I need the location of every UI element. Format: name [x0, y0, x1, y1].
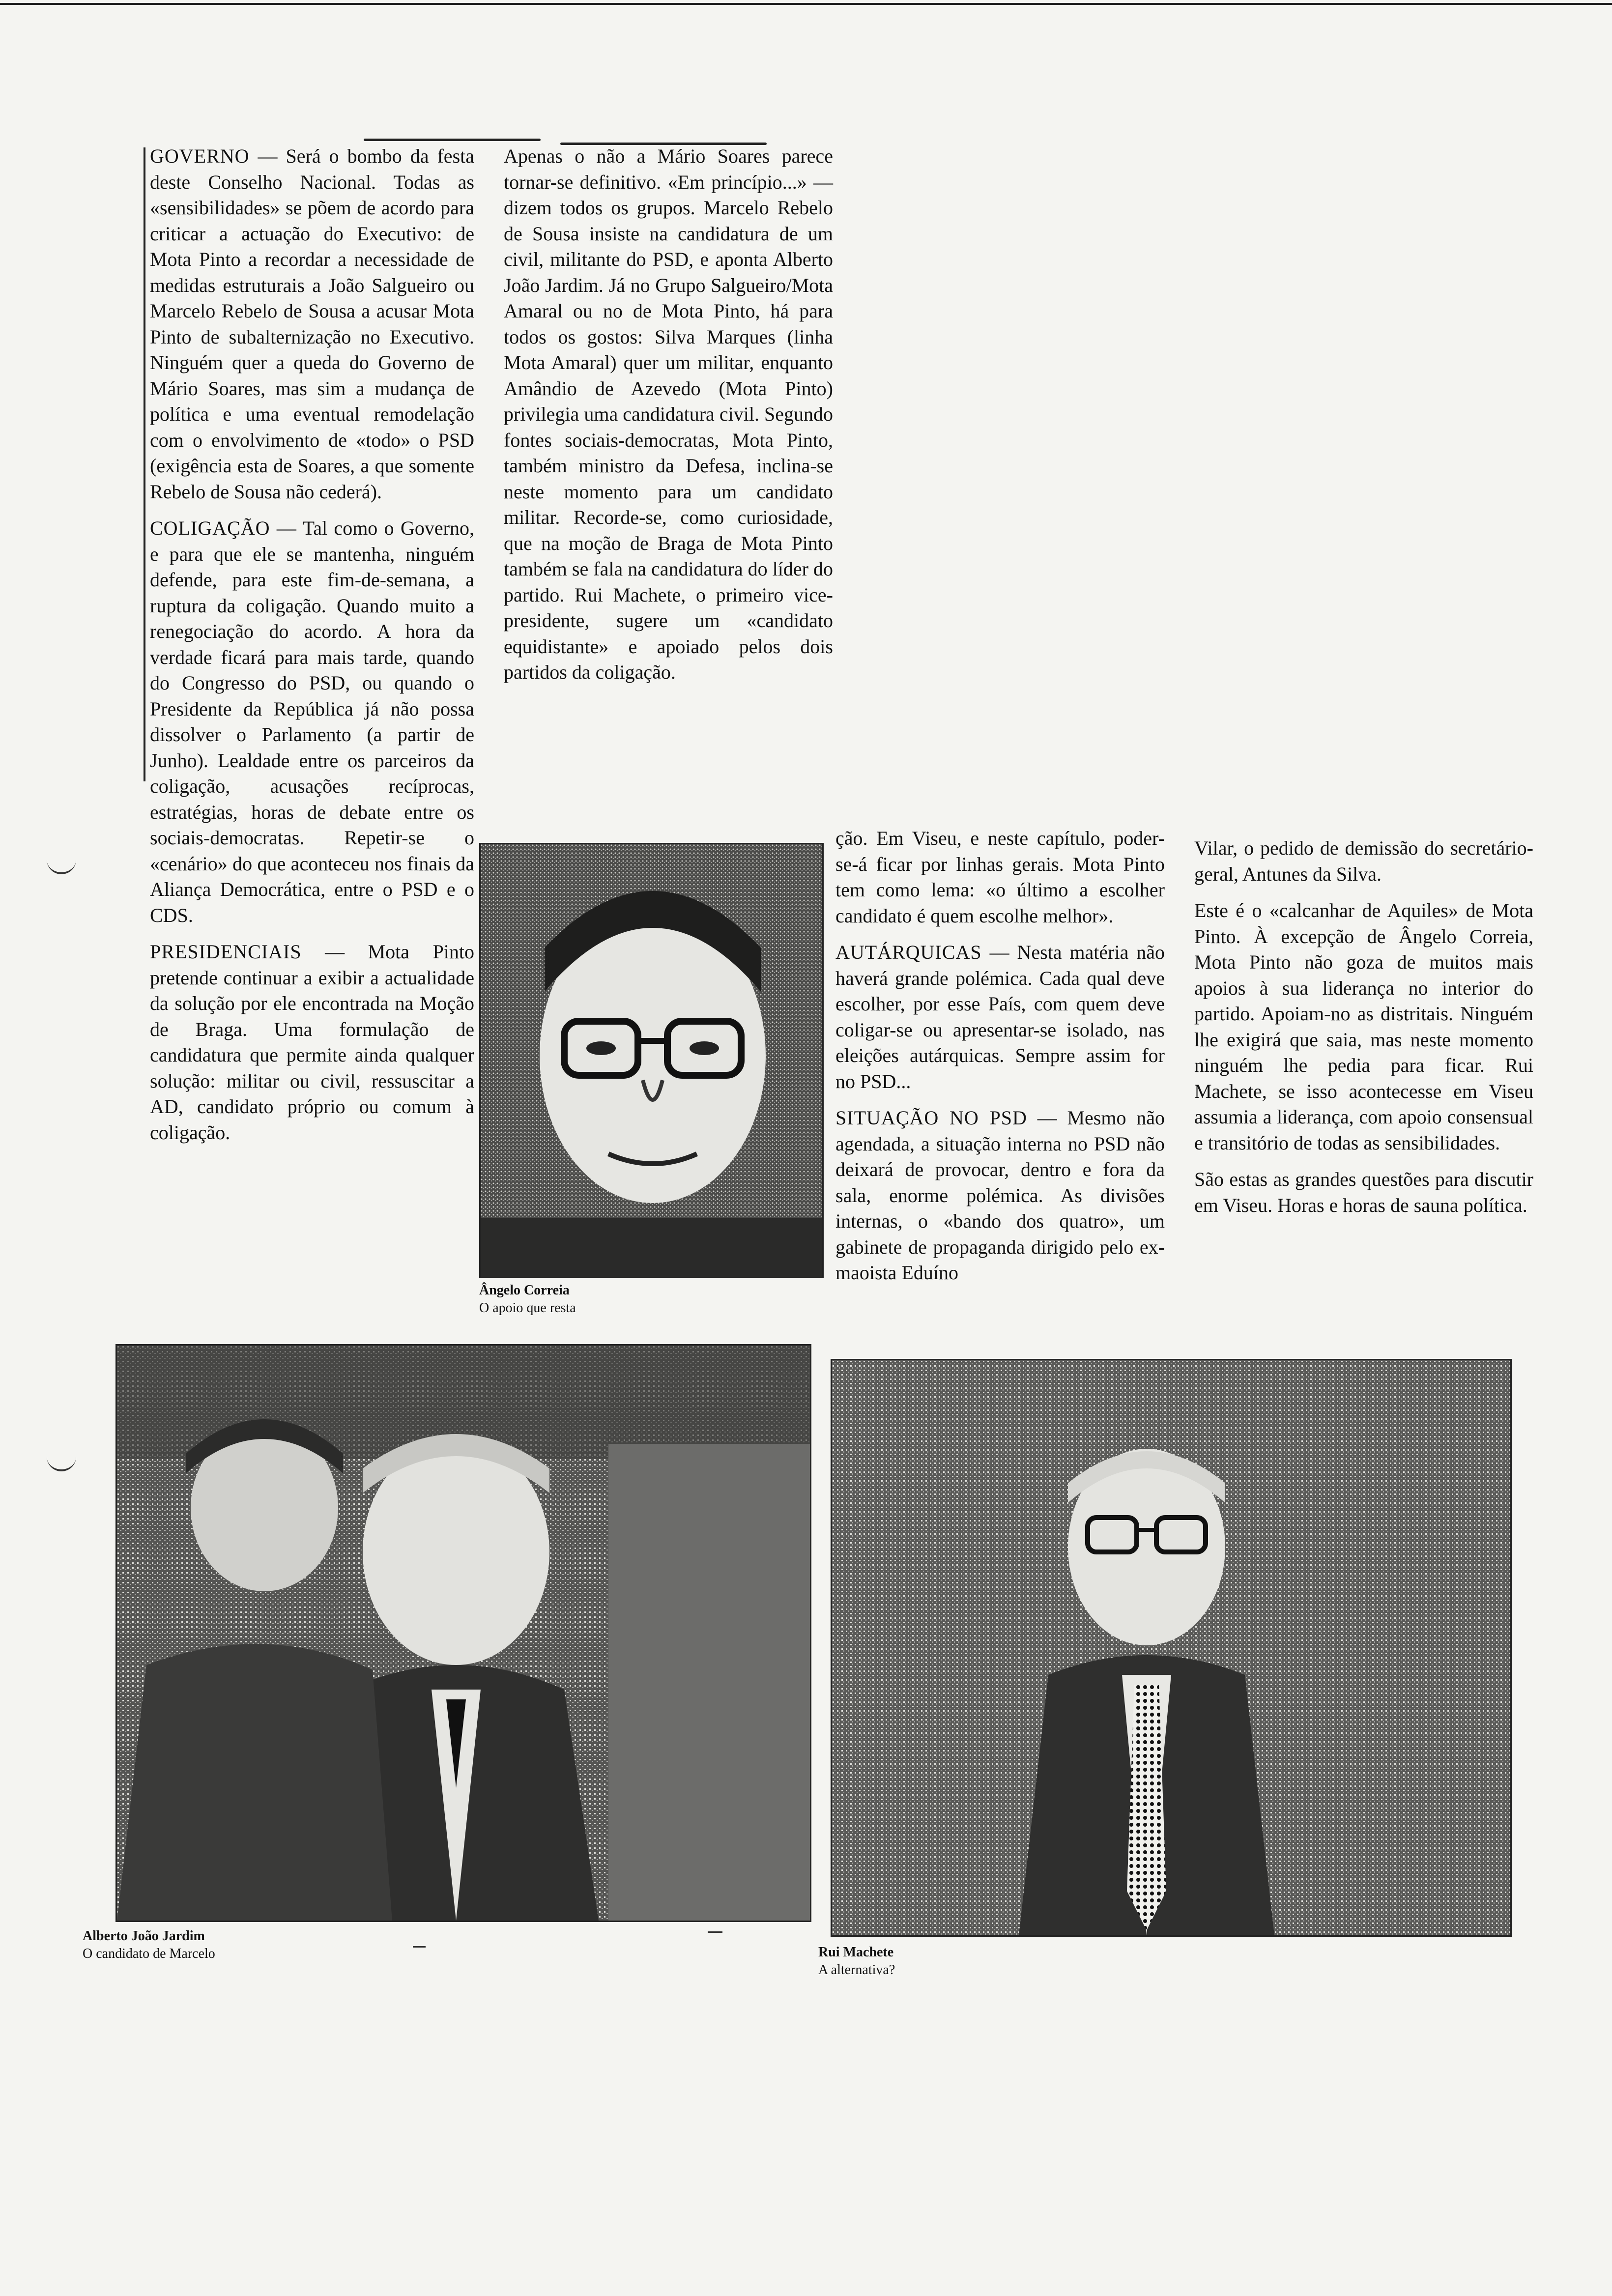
paragraph-calcanhar: Este é o «calcanhar de Aquiles» de Mota Pinto. À excepção de Ângelo Correia, Mota Pinto não goza de muitos mais apoios à sua liderança no interior do partido. Apoiam-no as distritais. Ninguém lhe exigirá que saia, mas neste momento ninguém lhe pedia para ficar. Rui Machete, se isso acontecesse em Viseu assumia a liderança, com apoio consensual e transitório de todas as sensibilidades.	[1194, 899, 1533, 1154]
photo-alberto-joao-jardim	[115, 1344, 811, 1922]
portrait-image	[832, 1360, 1510, 1935]
paragraph-presidenciais: PRESIDENCIAIS — Mota Pinto pretende continuar a exibir a actualidade da solução por ele encontrada na Moção de Braga. Uma formulação de candidatura que permite ainda qualquer solução: militar ou civil, ressuscitar a AD, candidato próprio ou comum à coligação.	[150, 941, 474, 1144]
margin-mark	[47, 1455, 76, 1471]
group-photo-image	[117, 1346, 810, 1921]
paragraph-text: Mesmo não agendada, a situação interna no PSD não deixará de provocar, dentro e fora da sala, enorme polémica. As divisões internas, o «bando dos quatro», um gabinete de propaganda dirigido pelo ex-maoista Eduíno	[835, 1107, 1165, 1284]
scan-top-border	[0, 3, 1612, 5]
kicker-autarquicas: AUTÁRQUICAS	[835, 941, 982, 963]
article-column-2	[504, 144, 833, 686]
kicker-situacao: SITUAÇÃO NO PSD	[835, 1107, 1027, 1129]
paragraph-col3-cont: ção. Em Viseu, e neste capítulo, poder-se-á ficar por linhas gerais. Mota Pinto tem como lema: «o último a escolher candidato é quem escolhe melhor».	[835, 827, 1165, 927]
scan-mark	[364, 139, 541, 141]
caption-name: Ângelo Correia	[479, 1283, 570, 1298]
paragraph-text: Mota Pinto pretende continuar a exibir a actualidade da solução por ele encontrada na Moção de Braga. Uma formulação de candidatura que permite ainda qualquer solução: militar ou civil, ressuscitar a AD, candidato próprio ou comum à coligação.	[150, 941, 474, 1144]
scan-dash	[708, 1931, 722, 1933]
paragraph-text: Tal como o Governo, e para que ele se mantenha, ninguém defende, para este fim-de-semana, a ruptura da coligação. Quando muito a renegociação do acordo. A hora da verdade ficará para mais tarde, quando do Congresso do PSD, ou quando o Presidente da República já não possa dissolver o Parlamento (a partir de Junho). Lealdade entre os parceiros da coligação, acusações recíprocas, estratégias, horas de debate entre os sociais-democratas. Repetir-se o «cenário» do que aconteceu nos finais da Aliança Democrática, entre o PSD e o CDS.	[150, 517, 474, 926]
paragraph-questoes: São estas as grandes questões para discutir em Viseu. Horas e horas de sauna política.	[1194, 1168, 1533, 1216]
column-rule	[144, 147, 145, 781]
photo-angelo-correia	[479, 843, 824, 1278]
kicker-presidenciais: PRESIDENCIAIS	[150, 941, 302, 963]
caption-rui-machete	[818, 1944, 1113, 1979]
article-column-3	[835, 826, 1165, 1286]
paragraph-text: Nesta matéria não haverá grande polémica. Cada qual deve escolher, por esse País, com quem deve coligar-se ou apresentar-se isolado, nas eleições autárquicas. Sempre assim for no PSD...	[835, 941, 1165, 1092]
caption-alberto-joao-jardim	[83, 1927, 427, 1963]
paragraph-governo: GOVERNO — Será o bombo da festa deste Conselho Nacional. Todas as «sensibilidades» se põem de acordo para criticar a actuação do Executivo: de Mota Pinto a recordar a necessidade de medidas estruturais a João Salgueiro ou Marcelo Rebelo de Sousa a acusar Mota Pinto de subalternização no Executivo. Ninguém quer a queda do Governo de Mário Soares, mas sim a mudança de política e uma eventual remodelação com o envolvimento de «todo» o PSD (exigência esta de Soares, a que somente Rebelo de Sousa não cederá).	[150, 145, 474, 503]
caption-subtitle: A alternativa?	[818, 1962, 895, 1978]
article-column-4	[1194, 835, 1533, 1218]
caption-name: Rui Machete	[818, 1945, 894, 1960]
paragraph-autarquicas: AUTÁRQUICAS — Nesta matéria não haverá grande polémica. Cada qual deve escolher, por esse País, com quem deve coligar-se ou apresentar-se isolado, nas eleições autárquicas. Sempre assim for no PSD...	[835, 941, 1165, 1092]
photo-rui-machete	[831, 1359, 1512, 1937]
caption-subtitle: O candidato de Marcelo	[83, 1946, 215, 1961]
caption-angelo-correia	[479, 1282, 725, 1317]
caption-name: Alberto João Jardim	[83, 1928, 205, 1944]
article-column-1	[150, 144, 474, 1146]
kicker-governo: GOVERNO	[150, 145, 250, 167]
kicker-coligacao: COLIGAÇÃO	[150, 517, 270, 539]
paragraph-situacao: SITUAÇÃO NO PSD — Mesmo não agendada, a situação interna no PSD não deixará de provocar, dentro e fora da sala, enorme polémica. As divisões internas, o «bando dos quatro», um gabinete de propaganda dirigido pelo ex-maoista Eduíno	[835, 1107, 1165, 1284]
paragraph-coligacao: COLIGAÇÃO — Tal como o Governo, e para que ele se mantenha, ninguém defende, para este fim-de-semana, a ruptura da coligação. Quando muito a renegociação do acordo. A hora da verdade ficará para mais tarde, quando do Congresso do PSD, ou quando o Presidente da República já não possa dissolver o Parlamento (a partir de Junho). Lealdade entre os parceiros da coligação, acusações recíprocas, estratégias, horas de debate entre os sociais-democratas. Repetir-se o «cenário» do que aconteceu nos finais da Aliança Democrática, entre o PSD e o CDS.	[150, 517, 474, 926]
caption-subtitle: O apoio que resta	[479, 1300, 576, 1316]
paragraph-text: Será o bombo da festa deste Conselho Nacional. Todas as «sensibilidades» se põem de acordo para criticar a actuação do Executivo: de Mota Pinto a recordar a necessidade de medidas estruturais a João Salgueiro ou Marcelo Rebelo de Sousa a acusar Mota Pinto de subalternização no Executivo. Ninguém quer a queda do Governo de Mário Soares, mas sim a mudança de política e uma eventual remodelação com o envolvimento de «todo» o PSD (exigência esta de Soares, a que somente Rebelo de Sousa não cederá).	[150, 145, 474, 503]
paragraph-col2: Apenas o não a Mário Soares parece tornar-se definitivo. «Em princípio...» — dizem todos os grupos. Marcelo Rebelo de Sousa insiste na candidatura de um civil, militante do PSD, e aponta Alberto João Jardim. Já no Grupo Salgueiro/Mota Amaral ou no de Mota Pinto, há para todos os gostos: Silva Marques (linha Mota Amaral) quer um militar, enquanto Amândio de Azevedo (Mota Pinto) privilegia uma candidatura civil. Segundo fontes sociais-democratas, Mota Pinto, também ministro da Defesa, inclina-se neste momento para um candidato militar. Recorde-se, como curiosidade, que na moção de Braga de Mota Pinto também se fala na candidatura do líder do partido. Rui Machete, o primeiro vice-presidente, sugere um «candidato equidistante» e apoiado pelos dois partidos da coligação.	[504, 145, 833, 683]
portrait-image	[481, 844, 822, 1277]
paragraph-col4-cont: Vilar, o pedido de demissão do secretário-geral, Antunes da Silva.	[1194, 837, 1533, 885]
margin-mark	[47, 858, 76, 874]
